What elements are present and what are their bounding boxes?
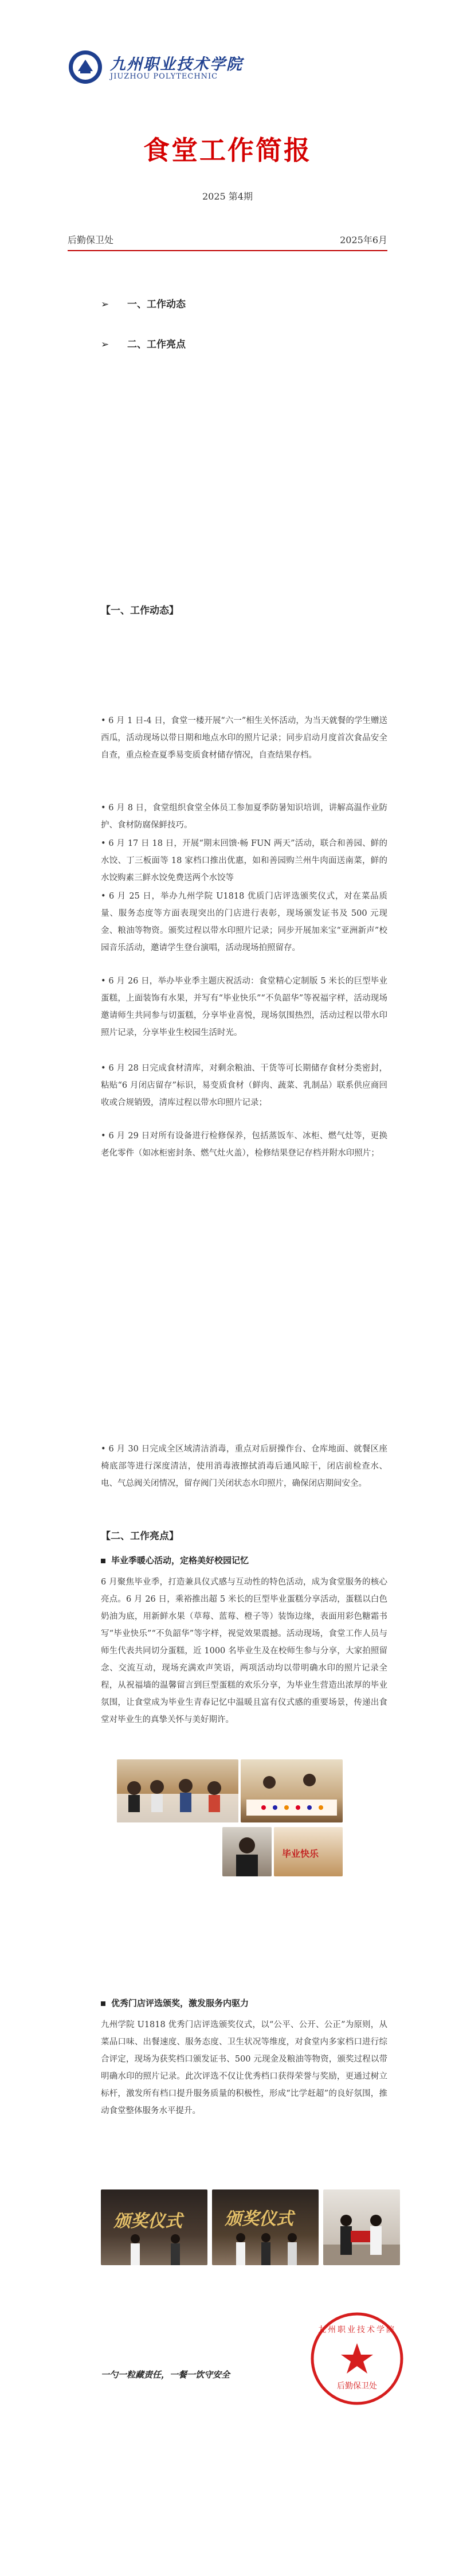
- highlight-1-title-text: 毕业季暖心活动，定格美好校园记忆: [111, 1555, 249, 1566]
- news-item: • 6 月 25 日，举办九州学院 U1818 优质门店评选颁奖仪式，对在菜品质量、服务态度等方面表现突出的门店进行表彰，现场颁发证书及 500 元现金、粮油等物资。颁奖过程以带水印照片记录；同步开展加来宝“亚洲新声”校园音乐活动，邀请学生登台演唱，活动现场拍照留存。: [101, 892, 387, 953]
- banner-text: 毕业快乐: [282, 1848, 319, 1859]
- footer-slogan: 一勺一粒藏责任，一餐一饮守安全: [101, 2370, 230, 2380]
- square-bullet-icon: [101, 2001, 105, 2006]
- photo-graphic: [323, 2189, 400, 2265]
- photo-award-winners: [323, 2189, 400, 2265]
- school-logo: [68, 49, 297, 89]
- award-banner-text: 颁奖仪式: [113, 2211, 182, 2231]
- news-item: • 6 月 29 日对所有设备进行检修保养，包括蒸饭车、冰柜、燃气灶等，更换老化零件（如冰柜密封条、燃气灶火盖），检修结果登记存档并附水印照片；: [101, 1131, 387, 1158]
- school-emblem-icon: [68, 49, 103, 85]
- news-item: • 6 月 30 日完成全区域清洁消毒，重点对后厨操作台、仓库地面、就餐区座椅底部等进行深度清洁，使用消毒液擦拭消毒后通风晾干，闭店前检查水、电、气总阀关闭情况，留存阀门关闭状态水印照片，确保闭店期间安全。: [101, 1445, 387, 1488]
- toc-item-dynamics[interactable]: [101, 296, 186, 310]
- photo-award-ceremony-2: [212, 2189, 319, 2265]
- highlight-2-text: 九州学院 U1818 优秀门店评选颁奖仪式，以“公平、公开、公正”为原则，从菜品口味、出餐速度、服务态度、卫生状况等维度，对食堂内多家档口进行综合评定，现场为获奖档口颁发证书、500 元现金及粮油等物资，颁奖过程以带明确水印的照片记录。此次评选不仅让优秀档口获得荣誉与奖励，更通过树立标杆，激发所有档口提升服务质量的积极性，形成“比学赶超”的良好氛围，推动食堂整体服务水平提升。: [101, 2020, 387, 2116]
- arrow-bullet-icon: ➢: [101, 339, 109, 350]
- photo-graphic: [241, 1759, 343, 1822]
- highlight-2-title-text: 优秀门店评选颁奖，激发服务内驱力: [111, 1998, 249, 2008]
- news-item: • 6 月 8 日，食堂组织食堂全体员工参加夏季防暑知识培训，讲解高温作业防护、食材防腐保鲜技巧。: [101, 803, 387, 830]
- toc-label: 一、工作动态: [127, 299, 186, 310]
- issue-number: 2025 第4期: [202, 191, 253, 202]
- photo-student-portrait: [222, 1827, 272, 1876]
- square-bullet-icon: [101, 1559, 105, 1563]
- official-seal: [308, 2310, 406, 2407]
- toc-item-highlights[interactable]: [101, 336, 186, 350]
- news-item: • 6 月 28 日完成食材清库，对剩余粮油、干货等可长期储存食材分类密封，粘贴“6 月闭店留存”标识，易变质食材（鲜肉、蔬菜、乳制品）联系供应商回收或合规销毁，清库过程以带水印照片记录；: [101, 1064, 387, 1107]
- school-name-cn: 九州职业技术学院: [110, 56, 243, 73]
- toc-label: 二、工作亮点: [127, 339, 186, 350]
- header-divider: [68, 250, 387, 251]
- seal-department: 后勤保卫处: [337, 2382, 377, 2391]
- highlight-2-title: [101, 1997, 249, 2009]
- photo-graphic: [212, 2189, 319, 2265]
- photo-award-ceremony-1: [101, 2189, 207, 2265]
- photo-celebration-banner: [274, 1827, 343, 1876]
- section-2-heading: 【二、工作亮点】: [101, 1531, 179, 1542]
- department: 后勤保卫处: [68, 235, 114, 245]
- news-item: • 6 月 26 日，举办毕业季主题庆祝活动：食堂精心定制版 5 米长的巨型毕业蛋糕，上面装饰有水果，并写有“毕业快乐”“不负韶华”等祝福字样，活动现场邀请师生共同参与切蛋糕，分享毕业喜悦，现场氛围热烈，活动过程以带水印照片记录，分享毕业生校园生活时光。: [101, 977, 387, 1037]
- photo-graphic: [101, 2189, 207, 2265]
- news-item: • 6 月 17 日 18 日，开展“期末回馈·畅 FUN 两天”活动，联合和善园、鲜的水饺、丁三板面等 18 家档口推出优惠，如和善园购兰州牛肉面送南菜，鲜的水饺购素三鲜水饺免费送两个水饺等: [101, 839, 387, 883]
- highlight-1-title: [101, 1554, 249, 1566]
- photo-graduation-cake: [117, 1759, 238, 1822]
- news-item: • 6 月 1 日-4 日，食堂一楼开展“六一”相生关怀活动，为当天就餐的学生赠送西瓜，活动现场以带日期和地点水印的照片记录；同步启动月度首次食品安全自查，重点检查夏季易变质食材储存情况，自查结果存档。: [101, 716, 387, 760]
- photo-graphic: [222, 1827, 272, 1876]
- section-1-heading: 【一、工作动态】: [101, 605, 179, 616]
- page-title: 食堂工作简报: [143, 135, 312, 166]
- school-name-en: JIUZHOU POLYTECHNIC: [110, 72, 218, 81]
- highlight-1-text: 6 月聚焦毕业季，打造兼具仪式感与互动性的特色活动，成为食堂服务的核心亮点。6 月 26 日，乘裕推出超 5 米长的巨型毕业蛋糕分享活动，蛋糕以白色奶油为底，用新鲜水果（草莓、蓝莓、橙子等）装饰边缘，表面用彩色糖霜书写“毕业快乐”“不负韶华”等字样，视觉效果震撼。活动现场，食堂工作人员与师生代表共同切分蛋糕，近 1000 名毕业生及在校师生参与分享，大家拍照留念、交流互动，现场充满欢声笑语，两项活动均以带明确水印的照片记录全程，从祝福墙的温馨留言到巨型蛋糕的欢乐分享，为毕业生营造出浓厚的毕业氛围，让食堂成为毕业生青春记忆中温暖且富有仪式感的重要场景，传递出食堂对毕业生的真挚关怀与美好期许。: [101, 1578, 387, 1724]
- photo-cake-sharing: [241, 1759, 343, 1822]
- arrow-bullet-icon: ➢: [101, 299, 109, 310]
- award-banner-text: 颁奖仪式: [225, 2209, 293, 2229]
- photo-graphic: [117, 1759, 238, 1822]
- publish-date: 2025年6月: [340, 235, 387, 245]
- seal-school-name: 九州职业技术学院: [318, 2325, 396, 2335]
